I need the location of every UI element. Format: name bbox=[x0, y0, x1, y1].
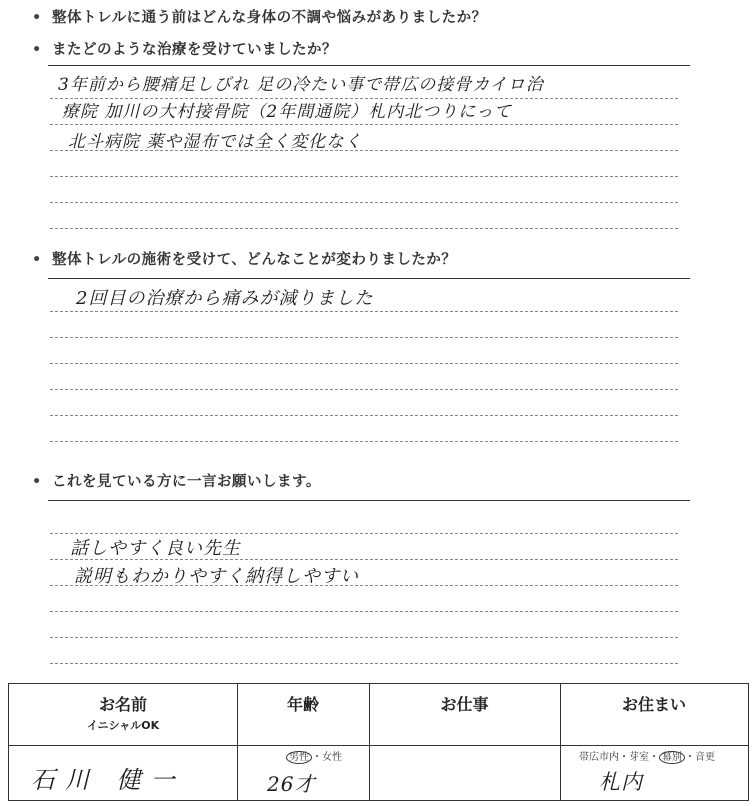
residence-separator: ・ bbox=[649, 752, 659, 763]
name-header: お名前 bbox=[98, 695, 147, 714]
residence-option-makubetsu: 幕別 bbox=[659, 751, 685, 764]
question-text: 整体トレルの施術を受けて、どんなことが変わりましたか？ bbox=[52, 252, 457, 268]
answer-line bbox=[50, 176, 678, 177]
gender-male-option: 男性 bbox=[286, 751, 312, 764]
answer-line bbox=[50, 663, 678, 664]
age-header: 年齢 bbox=[286, 695, 319, 714]
answer-line bbox=[50, 637, 678, 638]
answer-line bbox=[50, 441, 678, 442]
age-value: 26才 bbox=[267, 772, 316, 796]
table-divider bbox=[9, 745, 748, 746]
answer-line bbox=[50, 337, 678, 338]
question-2 bbox=[32, 38, 337, 59]
residence-option-obihiro: 帯広市内 bbox=[579, 752, 619, 763]
handwritten-answer-line: 3年前から腰痛足しびれ 足の冷たい事で帯広の接骨カイロ治 bbox=[58, 75, 544, 95]
answer-line bbox=[50, 124, 678, 125]
bullet: • bbox=[32, 474, 42, 490]
job-header: お仕事 bbox=[440, 695, 489, 714]
gender-options bbox=[286, 748, 342, 763]
residence-separator: ・ bbox=[619, 752, 629, 763]
gender-separator: ・ bbox=[312, 752, 322, 763]
residence-options bbox=[579, 748, 715, 763]
answer-line bbox=[50, 611, 678, 612]
answer-line bbox=[50, 311, 678, 312]
answer-line bbox=[50, 415, 678, 416]
question-text: またどのような治療を受けていましたか？ bbox=[52, 42, 337, 58]
question-text: 整体トレルに通う前はどんな身体の不調や悩みがありましたか？ bbox=[52, 10, 487, 26]
handwritten-answer-line: 説明もわかりやすく納得しやすい bbox=[74, 566, 359, 587]
residence-separator: ・ bbox=[685, 752, 695, 763]
question-1 bbox=[32, 6, 487, 27]
residence-option-otofuke: 音更 bbox=[695, 752, 715, 763]
section-rule bbox=[48, 500, 690, 501]
residence-header: お住まい bbox=[621, 695, 686, 714]
section-rule bbox=[48, 65, 690, 66]
answer-line bbox=[50, 389, 678, 390]
gender-female-option: 女性 bbox=[322, 752, 342, 763]
question-4 bbox=[32, 470, 321, 491]
answer-line bbox=[50, 228, 678, 229]
handwritten-answer-line: 北斗病院 薬や湿布では全く変化なく bbox=[68, 132, 363, 152]
residence-value: 札内 bbox=[599, 770, 643, 794]
question-text: これを見ている方に一言お願いします。 bbox=[52, 474, 321, 490]
name-subheader: イニシャルOK bbox=[86, 719, 160, 732]
answer-line bbox=[50, 202, 678, 203]
residence-option-memuro: 芽室 bbox=[629, 752, 649, 763]
answer-line bbox=[50, 363, 678, 364]
bullet: • bbox=[32, 252, 42, 268]
customer-info-table bbox=[8, 683, 749, 801]
handwritten-answer-line: 話しやすく良い先生 bbox=[70, 538, 241, 559]
handwritten-answer-line: 療院 加川の大村接骨院（2年間通院）札内北つりにって bbox=[62, 102, 512, 122]
bullet: • bbox=[32, 42, 42, 58]
name-value: 石川 健一 bbox=[31, 766, 185, 794]
section-rule bbox=[48, 278, 690, 279]
bullet: • bbox=[32, 10, 42, 26]
question-3 bbox=[32, 248, 456, 269]
handwritten-answer-line: 2回目の治療から痛みが減りました bbox=[76, 288, 374, 309]
